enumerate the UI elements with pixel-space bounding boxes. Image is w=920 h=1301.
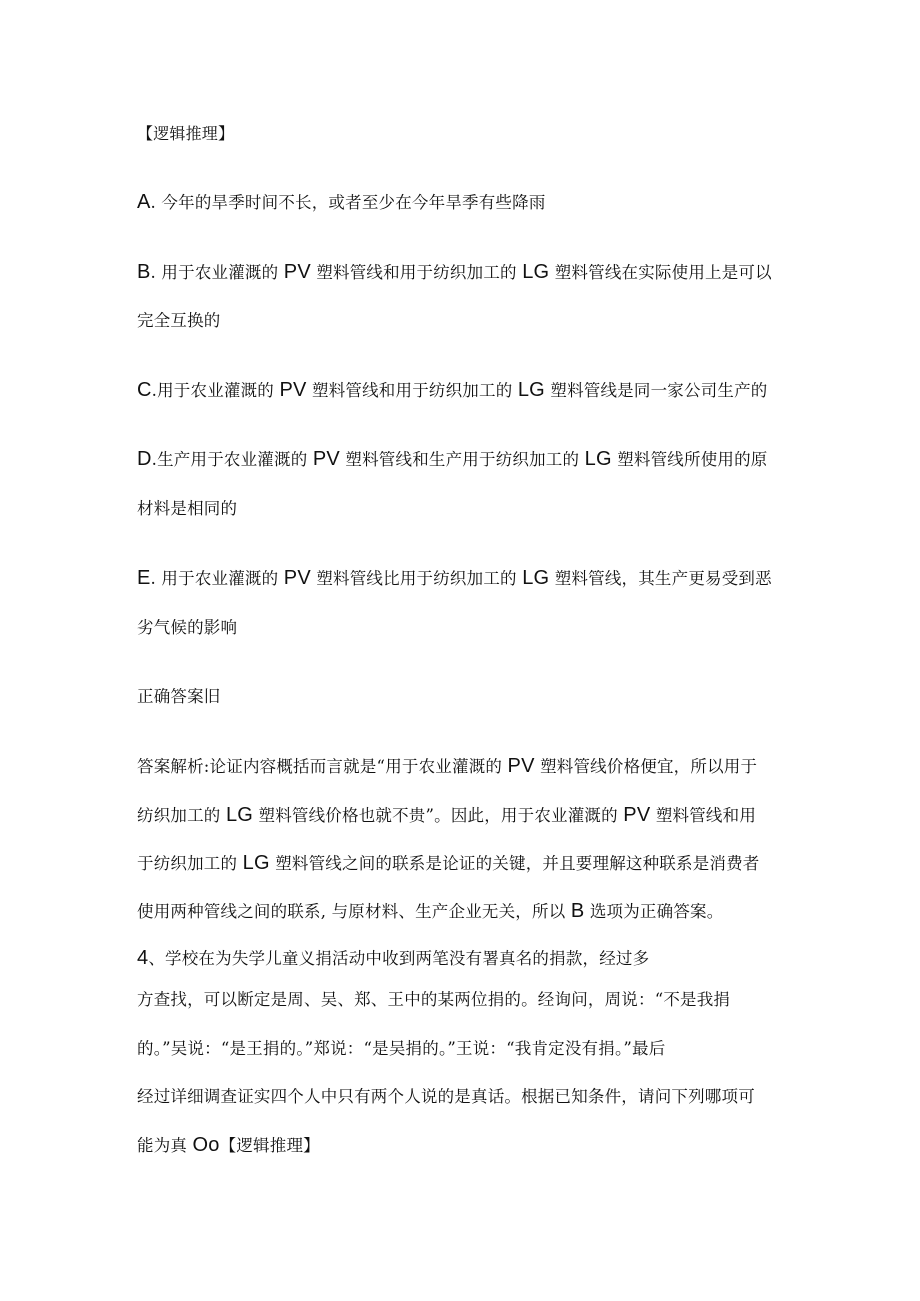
answer-analysis-line1: 答案解析:论证内容概括而言就是“用于农业灌溉的 PV 塑料管线价格便宜，所以用于 [137,755,758,777]
option-d-line2: 材料是相同的 [137,499,238,518]
question4-line1: 4、学校在为失学儿童义捐活动中收到两笔没有署真名的捐款，经过多 [137,947,650,969]
question4-line4: 经过详细调查证实四个人中只有两个人说的是真话。根据已知条件，请问下列哪项可 [137,1087,755,1106]
option-e-line1: E. 用于农业灌溉的 PV 塑料管线比用于纺织加工的 LG 塑料管线，其生产更易受到恶 [137,567,772,589]
question4-line2: 方查找，可以断定是周、吴、郑、王中的某两位捐的。经询问，周说：“不是我捐 [137,990,731,1009]
answer-analysis-line4: 使用两种管线之间的联系, 与原材料、生产企业无关，所以 B 选项为正确答案。 [137,900,724,922]
correct-answer-label: 正确答案旧 [137,687,221,706]
question4-line3: 的。”吴说：“是王捐的。”郑说：“是吴捐的。”王说：“我肯定没有捐。”最后 [137,1039,666,1058]
answer-analysis-line2: 纺织加工的 LG 塑料管线价格也就不贵”。因此，用于农业灌溉的 PV 塑料管线和用 [137,804,757,826]
answer-analysis-line3: 于纺织加工的 LG 塑料管线之间的联系是论证的关键，并且要理解这种联系是消费者 [137,852,760,874]
option-b-line2: 完全互换的 [137,311,221,330]
question4-line5: 能为真 Oo【逻辑推理】 [137,1134,320,1156]
option-d-line1: D.生产用于农业灌溉的 PV 塑料管线和生产用于纺织加工的 LG 塑料管线所使用的原 [137,448,768,470]
option-e-line2: 劣气候的影响 [137,618,238,637]
option-c: C.用于农业灌溉的 PV 塑料管线和用于纺织加工的 LG 塑料管线是同一家公司生产的 [137,379,768,401]
option-b-line1: B. 用于农业灌溉的 PV 塑料管线和用于纺织加工的 LG 塑料管线在实际使用上是可以 [137,261,772,283]
section-tag: 【逻辑推理】 [137,124,235,143]
option-a: A. 今年的旱季时间不长，或者至少在今年旱季有些降雨 [137,191,546,213]
